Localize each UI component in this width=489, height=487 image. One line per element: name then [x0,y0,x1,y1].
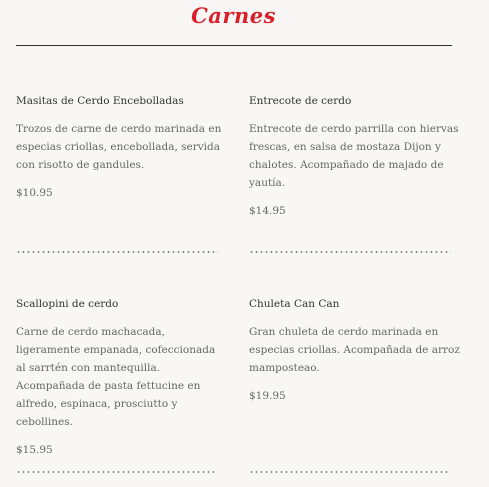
item-divider [16,251,218,253]
section-title: Carnes [191,3,276,28]
menu-item-name: Masitas de Cerdo Encebolladas [16,95,184,107]
menu-item-description: Gran chuleta de cerdo marinada en especias criollas. Acompañada de arroz mamposteao. [249,326,460,374]
menu-item-name: Scallopini de cerdo [16,298,119,310]
item-divider [16,471,218,473]
menu-item [249,94,464,218]
item-divider [249,251,451,253]
menu-item [16,297,231,457]
menu-item-name: Chuleta Can Can [249,298,340,310]
title-divider [16,45,452,46]
menu-item-name: Entrecote de cerdo [249,95,352,107]
menu-item-description: Carne de cerdo machacada, ligeramente empanada, cofeccionada al sarrtén con mantequilla. Acompañada de pasta fettucine en alfredo, espinaca, prosciutto y cebollines. [16,326,216,428]
menu-item-price: $19.95 [249,390,286,402]
menu-item [249,297,464,403]
menu-item-description: Trozos de carne de cerdo marinada en especias criollas, encebollada, servida con risotto de gandules. [16,123,222,171]
menu-item-price: $10.95 [16,187,53,199]
menu-item-price: $14.95 [249,205,286,217]
menu-item [16,94,231,200]
menu-item-price: $15.95 [16,444,53,456]
item-divider [249,471,451,473]
menu-item-description: Entrecote de cerdo parrilla con hiervas frescas, en salsa de mostaza Dijon y chalotes. Acompañado de majado de yautía. [249,123,459,189]
